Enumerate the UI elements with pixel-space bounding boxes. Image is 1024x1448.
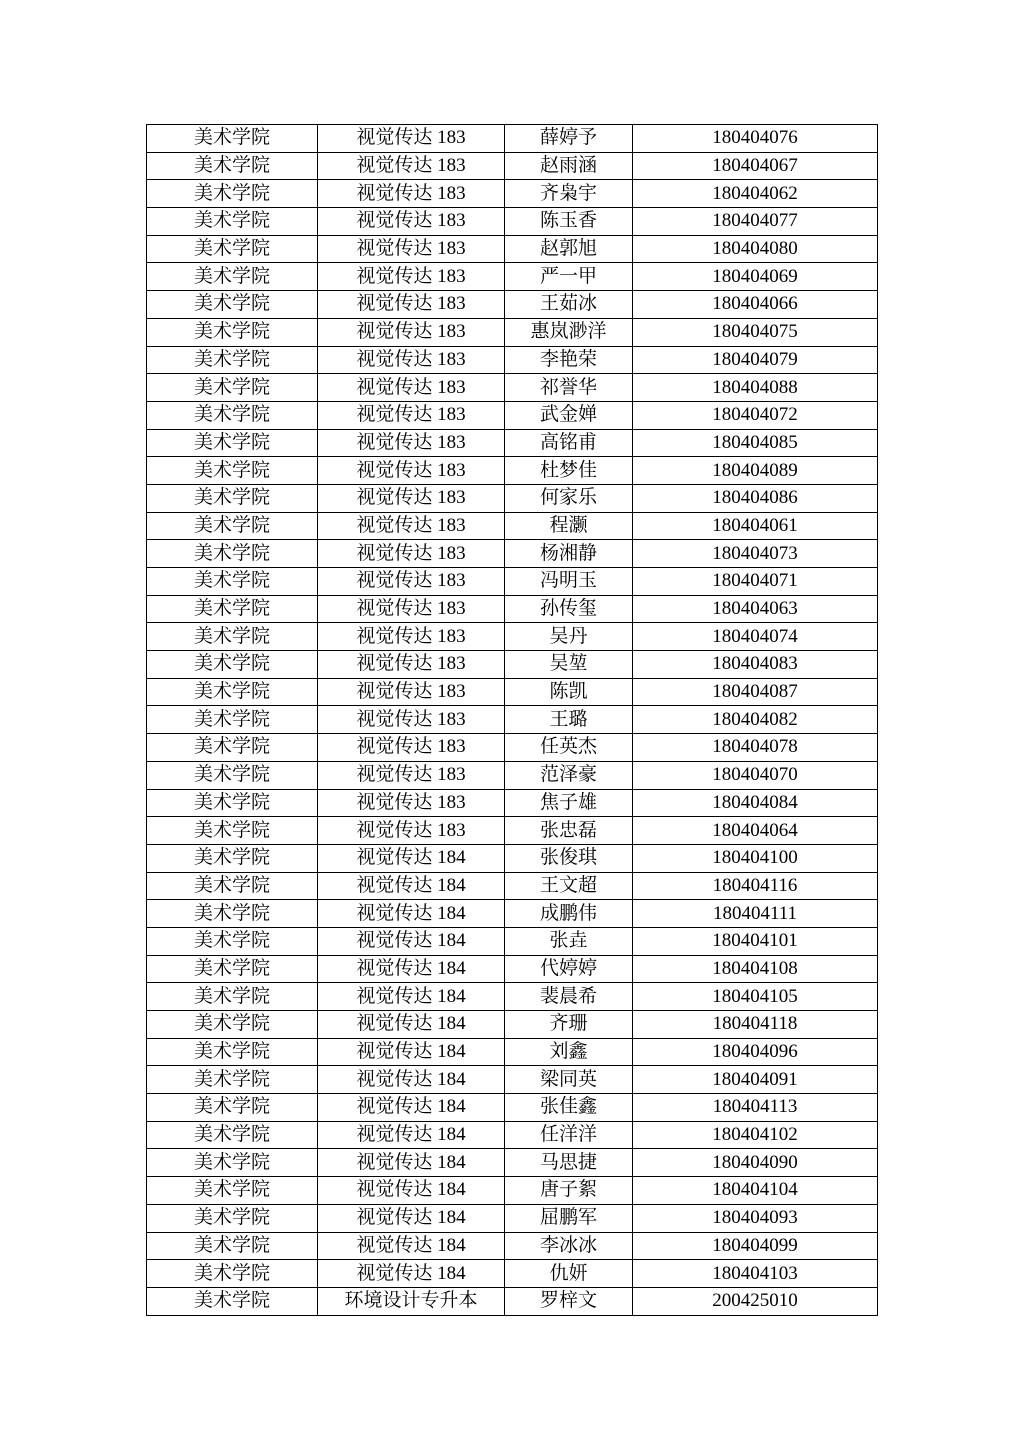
student-id-cell: 180404064 xyxy=(633,817,878,845)
name-cell: 陈凯 xyxy=(505,678,633,706)
class-cell: 视觉传达 183 xyxy=(318,761,505,789)
table-row xyxy=(147,651,878,679)
table-row xyxy=(147,484,878,512)
table-row xyxy=(147,540,878,568)
table-row xyxy=(147,208,878,236)
student-id-cell: 180404099 xyxy=(633,1232,878,1260)
college-cell: 美术学院 xyxy=(147,540,318,568)
class-cell: 视觉传达 183 xyxy=(318,346,505,374)
name-cell: 齐珊 xyxy=(505,1011,633,1039)
class-cell: 视觉传达 183 xyxy=(318,180,505,208)
table-row xyxy=(147,1121,878,1149)
class-cell: 视觉传达 183 xyxy=(318,235,505,263)
college-cell: 美术学院 xyxy=(147,1232,318,1260)
table-row xyxy=(147,152,878,180)
college-cell: 美术学院 xyxy=(147,568,318,596)
table-row xyxy=(147,706,878,734)
student-id-cell: 180404111 xyxy=(633,900,878,928)
student-id-cell: 180404085 xyxy=(633,429,878,457)
student-id-cell: 180404090 xyxy=(633,1149,878,1177)
name-cell: 张垚 xyxy=(505,927,633,955)
college-cell: 美术学院 xyxy=(147,844,318,872)
college-cell: 美术学院 xyxy=(147,595,318,623)
student-id-cell: 180404093 xyxy=(633,1204,878,1232)
class-cell: 视觉传达 183 xyxy=(318,263,505,291)
name-cell: 刘鑫 xyxy=(505,1038,633,1066)
name-cell: 吴堃 xyxy=(505,651,633,679)
table-row xyxy=(147,568,878,596)
college-cell: 美术学院 xyxy=(147,734,318,762)
student-id-cell: 180404066 xyxy=(633,291,878,319)
student-id-cell: 180404075 xyxy=(633,318,878,346)
college-cell: 美术学院 xyxy=(147,235,318,263)
name-cell: 孙传玺 xyxy=(505,595,633,623)
class-cell: 视觉传达 183 xyxy=(318,318,505,346)
college-cell: 美术学院 xyxy=(147,125,318,153)
college-cell: 美术学院 xyxy=(147,152,318,180)
name-cell: 裴晨希 xyxy=(505,983,633,1011)
name-cell: 仇妍 xyxy=(505,1260,633,1288)
table-row xyxy=(147,291,878,319)
college-cell: 美术学院 xyxy=(147,429,318,457)
class-cell: 视觉传达 183 xyxy=(318,208,505,236)
name-cell: 惠岚渺洋 xyxy=(505,318,633,346)
student-id-cell: 180404087 xyxy=(633,678,878,706)
table-row xyxy=(147,1038,878,1066)
college-cell: 美术学院 xyxy=(147,955,318,983)
table-row xyxy=(147,623,878,651)
table-row xyxy=(147,844,878,872)
class-cell: 视觉传达 183 xyxy=(318,706,505,734)
college-cell: 美术学院 xyxy=(147,1287,318,1315)
table-row xyxy=(147,263,878,291)
name-cell: 杨湘静 xyxy=(505,540,633,568)
college-cell: 美术学院 xyxy=(147,1204,318,1232)
class-cell: 视觉传达 184 xyxy=(318,1038,505,1066)
student-id-cell: 180404072 xyxy=(633,401,878,429)
class-cell: 视觉传达 184 xyxy=(318,1094,505,1122)
name-cell: 何家乐 xyxy=(505,484,633,512)
student-id-cell: 180404101 xyxy=(633,927,878,955)
class-cell: 视觉传达 183 xyxy=(318,401,505,429)
table-row xyxy=(147,1066,878,1094)
class-cell: 视觉传达 183 xyxy=(318,291,505,319)
student-id-cell: 180404102 xyxy=(633,1121,878,1149)
name-cell: 成鹏伟 xyxy=(505,900,633,928)
name-cell: 焦子雄 xyxy=(505,789,633,817)
name-cell: 吴丹 xyxy=(505,623,633,651)
table-row xyxy=(147,346,878,374)
table-row xyxy=(147,595,878,623)
student-id-cell: 200425010 xyxy=(633,1287,878,1315)
student-id-cell: 180404118 xyxy=(633,1011,878,1039)
class-cell: 视觉传达 183 xyxy=(318,817,505,845)
class-cell: 视觉传达 183 xyxy=(318,125,505,153)
student-id-cell: 180404086 xyxy=(633,484,878,512)
student-roster-table xyxy=(146,124,878,1316)
name-cell: 武金婵 xyxy=(505,401,633,429)
class-cell: 视觉传达 184 xyxy=(318,900,505,928)
college-cell: 美术学院 xyxy=(147,1094,318,1122)
college-cell: 美术学院 xyxy=(147,180,318,208)
student-id-cell: 180404078 xyxy=(633,734,878,762)
student-id-cell: 180404076 xyxy=(633,125,878,153)
student-id-cell: 180404103 xyxy=(633,1260,878,1288)
class-cell: 视觉传达 183 xyxy=(318,152,505,180)
college-cell: 美术学院 xyxy=(147,1011,318,1039)
table-row xyxy=(147,235,878,263)
college-cell: 美术学院 xyxy=(147,291,318,319)
table-row xyxy=(147,1287,878,1315)
class-cell: 视觉传达 184 xyxy=(318,983,505,1011)
student-id-cell: 180404104 xyxy=(633,1177,878,1205)
name-cell: 唐子絮 xyxy=(505,1177,633,1205)
student-id-cell: 180404069 xyxy=(633,263,878,291)
college-cell: 美术学院 xyxy=(147,983,318,1011)
table-row xyxy=(147,318,878,346)
student-id-cell: 180404079 xyxy=(633,346,878,374)
student-id-cell: 180404084 xyxy=(633,789,878,817)
name-cell: 陈玉香 xyxy=(505,208,633,236)
name-cell: 赵雨涵 xyxy=(505,152,633,180)
table-row xyxy=(147,1204,878,1232)
table-row xyxy=(147,734,878,762)
class-cell: 视觉传达 184 xyxy=(318,955,505,983)
student-id-cell: 180404113 xyxy=(633,1094,878,1122)
student-id-cell: 180404096 xyxy=(633,1038,878,1066)
class-cell: 环境设计专升本 xyxy=(318,1287,505,1315)
name-cell: 代婷婷 xyxy=(505,955,633,983)
college-cell: 美术学院 xyxy=(147,208,318,236)
table-row xyxy=(147,512,878,540)
table-row xyxy=(147,1177,878,1205)
student-id-cell: 180404108 xyxy=(633,955,878,983)
student-id-cell: 180404083 xyxy=(633,651,878,679)
class-cell: 视觉传达 183 xyxy=(318,623,505,651)
class-cell: 视觉传达 184 xyxy=(318,1204,505,1232)
college-cell: 美术学院 xyxy=(147,374,318,402)
name-cell: 王文超 xyxy=(505,872,633,900)
name-cell: 马思捷 xyxy=(505,1149,633,1177)
student-id-cell: 180404088 xyxy=(633,374,878,402)
table-row xyxy=(147,1094,878,1122)
table-row xyxy=(147,457,878,485)
class-cell: 视觉传达 183 xyxy=(318,512,505,540)
table-row xyxy=(147,678,878,706)
table-row xyxy=(147,900,878,928)
college-cell: 美术学院 xyxy=(147,900,318,928)
college-cell: 美术学院 xyxy=(147,263,318,291)
table-row xyxy=(147,374,878,402)
college-cell: 美术学院 xyxy=(147,927,318,955)
table-row xyxy=(147,180,878,208)
name-cell: 梁同英 xyxy=(505,1066,633,1094)
college-cell: 美术学院 xyxy=(147,706,318,734)
college-cell: 美术学院 xyxy=(147,678,318,706)
table-row xyxy=(147,401,878,429)
class-cell: 视觉传达 184 xyxy=(318,1149,505,1177)
college-cell: 美术学院 xyxy=(147,1149,318,1177)
student-id-cell: 180404063 xyxy=(633,595,878,623)
student-id-cell: 180404089 xyxy=(633,457,878,485)
college-cell: 美术学院 xyxy=(147,484,318,512)
table-row xyxy=(147,1232,878,1260)
table-row xyxy=(147,429,878,457)
student-id-cell: 180404091 xyxy=(633,1066,878,1094)
name-cell: 李冰冰 xyxy=(505,1232,633,1260)
table-row xyxy=(147,872,878,900)
class-cell: 视觉传达 183 xyxy=(318,484,505,512)
class-cell: 视觉传达 183 xyxy=(318,429,505,457)
college-cell: 美术学院 xyxy=(147,1038,318,1066)
class-cell: 视觉传达 184 xyxy=(318,844,505,872)
name-cell: 张佳鑫 xyxy=(505,1094,633,1122)
class-cell: 视觉传达 183 xyxy=(318,568,505,596)
college-cell: 美术学院 xyxy=(147,623,318,651)
college-cell: 美术学院 xyxy=(147,872,318,900)
college-cell: 美术学院 xyxy=(147,761,318,789)
name-cell: 任英杰 xyxy=(505,734,633,762)
table-row xyxy=(147,1011,878,1039)
class-cell: 视觉传达 183 xyxy=(318,734,505,762)
college-cell: 美术学院 xyxy=(147,1066,318,1094)
college-cell: 美术学院 xyxy=(147,1177,318,1205)
class-cell: 视觉传达 183 xyxy=(318,374,505,402)
name-cell: 杜梦佳 xyxy=(505,457,633,485)
college-cell: 美术学院 xyxy=(147,789,318,817)
name-cell: 张俊琪 xyxy=(505,844,633,872)
student-id-cell: 180404061 xyxy=(633,512,878,540)
college-cell: 美术学院 xyxy=(147,512,318,540)
name-cell: 冯明玉 xyxy=(505,568,633,596)
table-row xyxy=(147,1149,878,1177)
table-row xyxy=(147,817,878,845)
college-cell: 美术学院 xyxy=(147,401,318,429)
student-id-cell: 180404100 xyxy=(633,844,878,872)
name-cell: 齐枭宇 xyxy=(505,180,633,208)
table-row xyxy=(147,789,878,817)
student-id-cell: 180404071 xyxy=(633,568,878,596)
college-cell: 美术学院 xyxy=(147,817,318,845)
name-cell: 罗梓文 xyxy=(505,1287,633,1315)
table-row xyxy=(147,761,878,789)
student-id-cell: 180404105 xyxy=(633,983,878,1011)
student-id-cell: 180404082 xyxy=(633,706,878,734)
student-id-cell: 180404116 xyxy=(633,872,878,900)
student-id-cell: 180404062 xyxy=(633,180,878,208)
name-cell: 祁誉华 xyxy=(505,374,633,402)
name-cell: 严一甲 xyxy=(505,263,633,291)
student-id-cell: 180404070 xyxy=(633,761,878,789)
name-cell: 王茹冰 xyxy=(505,291,633,319)
table-row xyxy=(147,955,878,983)
class-cell: 视觉传达 184 xyxy=(318,927,505,955)
class-cell: 视觉传达 183 xyxy=(318,789,505,817)
student-id-cell: 180404073 xyxy=(633,540,878,568)
name-cell: 赵郭旭 xyxy=(505,235,633,263)
college-cell: 美术学院 xyxy=(147,457,318,485)
table-row xyxy=(147,1260,878,1288)
class-cell: 视觉传达 183 xyxy=(318,678,505,706)
class-cell: 视觉传达 184 xyxy=(318,1260,505,1288)
name-cell: 张忠磊 xyxy=(505,817,633,845)
college-cell: 美术学院 xyxy=(147,318,318,346)
name-cell: 程灏 xyxy=(505,512,633,540)
table-row xyxy=(147,125,878,153)
class-cell: 视觉传达 183 xyxy=(318,651,505,679)
student-id-cell: 180404077 xyxy=(633,208,878,236)
name-cell: 王璐 xyxy=(505,706,633,734)
student-id-cell: 180404067 xyxy=(633,152,878,180)
class-cell: 视觉传达 184 xyxy=(318,1121,505,1149)
class-cell: 视觉传达 184 xyxy=(318,1232,505,1260)
class-cell: 视觉传达 183 xyxy=(318,595,505,623)
name-cell: 范泽豪 xyxy=(505,761,633,789)
table-row xyxy=(147,927,878,955)
college-cell: 美术学院 xyxy=(147,1121,318,1149)
name-cell: 任洋洋 xyxy=(505,1121,633,1149)
class-cell: 视觉传达 184 xyxy=(318,872,505,900)
class-cell: 视觉传达 184 xyxy=(318,1177,505,1205)
student-id-cell: 180404080 xyxy=(633,235,878,263)
college-cell: 美术学院 xyxy=(147,346,318,374)
name-cell: 屈鹏军 xyxy=(505,1204,633,1232)
name-cell: 薛婷予 xyxy=(505,125,633,153)
name-cell: 李艳荣 xyxy=(505,346,633,374)
class-cell: 视觉传达 183 xyxy=(318,457,505,485)
college-cell: 美术学院 xyxy=(147,1260,318,1288)
class-cell: 视觉传达 183 xyxy=(318,540,505,568)
class-cell: 视觉传达 184 xyxy=(318,1011,505,1039)
table-row xyxy=(147,983,878,1011)
college-cell: 美术学院 xyxy=(147,651,318,679)
student-id-cell: 180404074 xyxy=(633,623,878,651)
roster-body xyxy=(147,125,878,1316)
class-cell: 视觉传达 184 xyxy=(318,1066,505,1094)
name-cell: 高铭甫 xyxy=(505,429,633,457)
